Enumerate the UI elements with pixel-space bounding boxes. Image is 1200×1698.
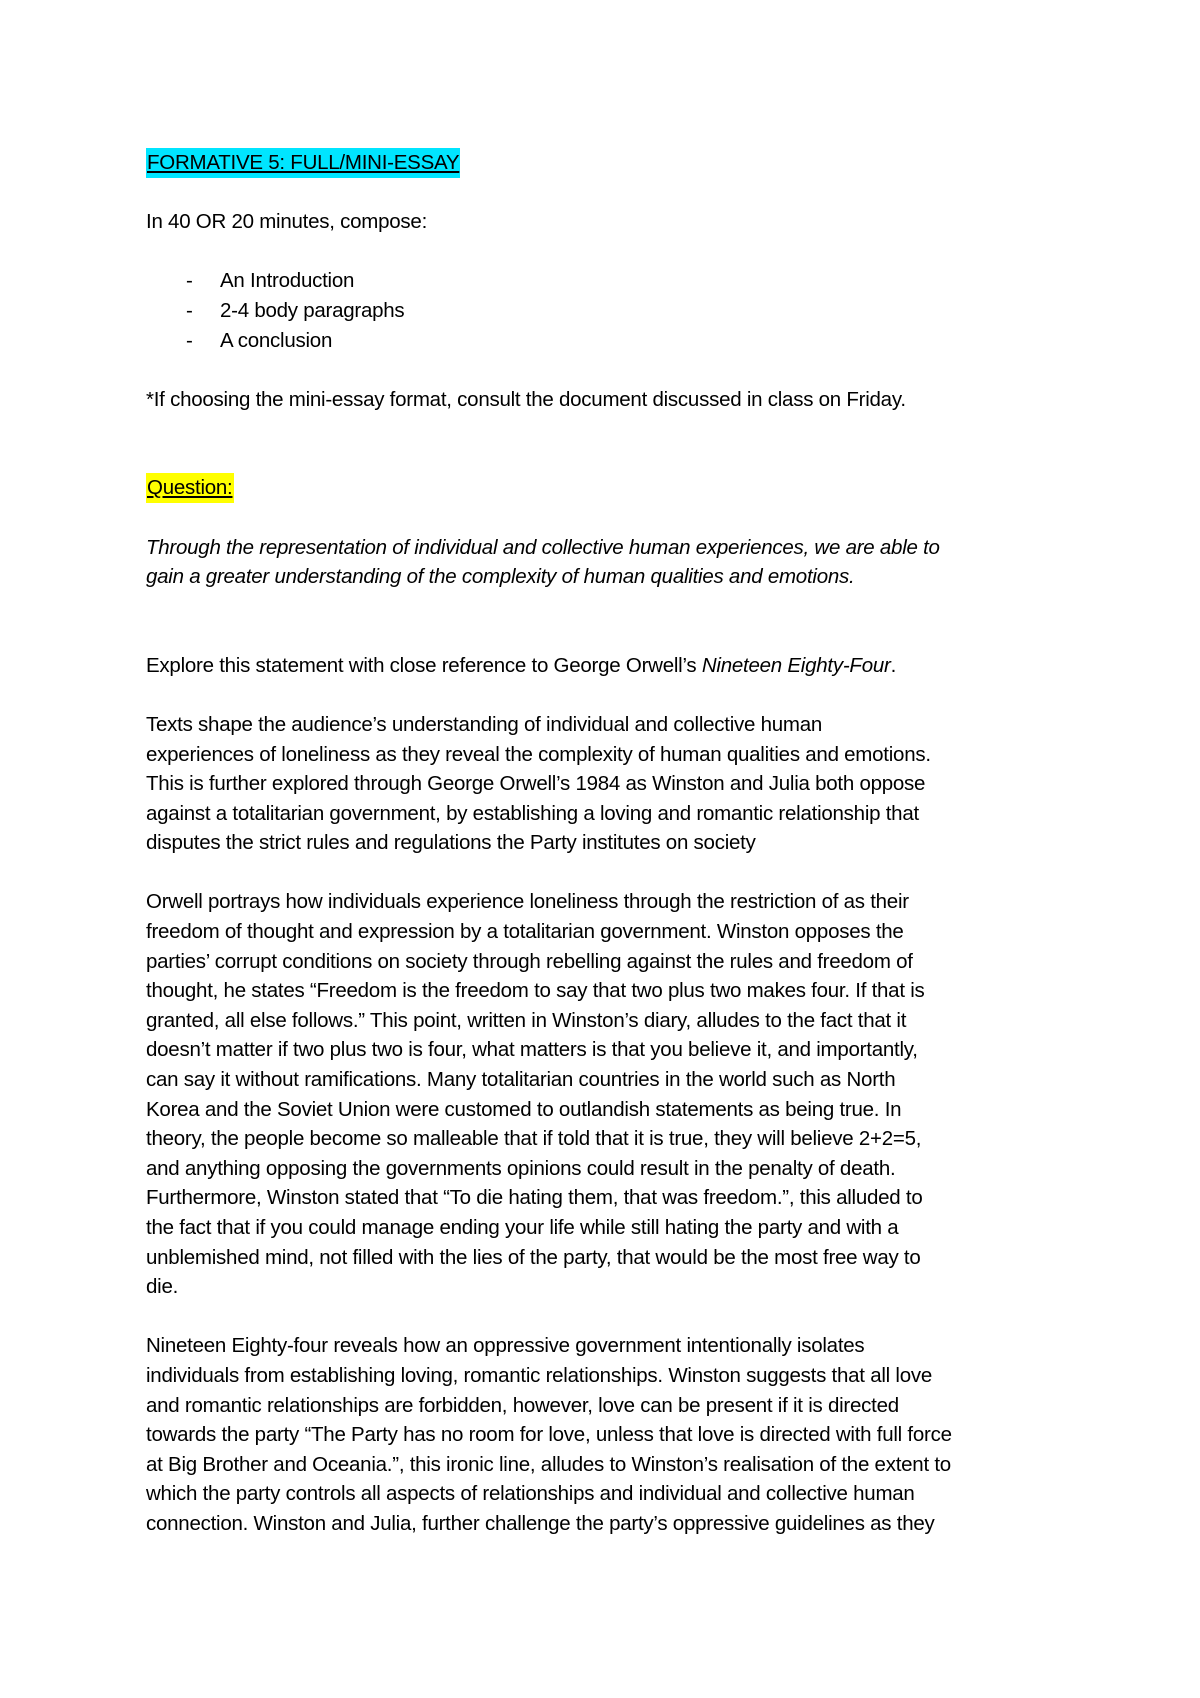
essay-paragraph-1 xyxy=(146,710,1076,858)
text-line: can say it without ramifications. Many totalitarian countries in the world such as North xyxy=(146,1068,896,1092)
spacer xyxy=(146,680,1076,710)
text-line: freedom of thought and expression by a totalitarian government. Winston opposes the xyxy=(146,920,904,944)
dash-bullet: - xyxy=(186,269,193,293)
question-statement-line: Through the representation of individual and collective human experiences, we are able to xyxy=(146,535,940,559)
title-line xyxy=(146,148,1076,178)
text-line: which the party controls all aspects of relationships and individual and collective human xyxy=(146,1482,915,1506)
spacer xyxy=(146,858,1076,888)
text-line: Furthermore, Winston stated that “To die hating them, that was freedom.”, this alluded to xyxy=(146,1186,923,1210)
book-title: Nineteen Eighty-Four xyxy=(701,653,891,677)
explore-suffix: . xyxy=(890,653,897,677)
text-line: individuals from establishing loving, romantic relationships. Winston suggests that all love xyxy=(146,1363,933,1387)
text-line: towards the party “The Party has no room for love, unless that love is directed with full force xyxy=(146,1423,952,1447)
text-line: and anything opposing the governments opinions could result in the penalty of death. xyxy=(146,1156,896,1180)
text-line: the fact that if you could manage ending your life while still hating the party and with a xyxy=(146,1216,899,1239)
essay-paragraph-2 xyxy=(146,887,1076,1301)
spacer xyxy=(146,503,1076,533)
text-line: and romantic relationships are forbidden, however, love can be present if it is directed xyxy=(146,1393,899,1417)
question-label-line xyxy=(146,473,1076,503)
text-line: thought, he states “Freedom is the freedom to say that two plus two makes four. If that is xyxy=(146,979,925,1003)
document-body xyxy=(146,148,1076,1539)
text-line: doesn’t matter if two plus two is four, what matters is that you believe it, and importantly, xyxy=(146,1038,918,1062)
text-line: disputes the strict rules and regulations the Party institutes on society xyxy=(146,831,756,855)
format-note: *If choosing the mini-essay format, consult the document discussed in class on Friday. xyxy=(146,387,906,411)
text-line: connection. Winston and Julia, further challenge the party’s oppressive guidelines as they xyxy=(146,1511,935,1535)
text-line: granted, all else follows.” This point, written in Winston’s diary, alludes to the fact that it xyxy=(146,1008,907,1032)
text-line: against a totalitarian government, by establishing a loving and romantic relationship that xyxy=(146,801,919,825)
list-item xyxy=(146,296,1076,326)
text-line: parties’ corrupt conditions on society through rebelling against the rules and freedom of xyxy=(146,949,913,973)
text-line: die. xyxy=(146,1275,179,1299)
text-line: at Big Brother and Oceania.”, this ironic line, alludes to Winston’s realisation of the extent to xyxy=(146,1452,951,1476)
text-line: unblemished mind, not filled with the lies of the party, that would be the most free way to xyxy=(146,1245,921,1269)
text-line: experiences of loneliness as they reveal the complexity of human qualities and emotions. xyxy=(146,742,931,766)
spacer xyxy=(146,414,1076,473)
dash-bullet: - xyxy=(186,298,193,322)
dash-bullet: - xyxy=(186,328,193,352)
list-item-label: 2-4 body paragraphs xyxy=(220,298,405,322)
question-label: Question: xyxy=(146,473,234,503)
question-statement-line: gain a greater understanding of the complexity of human qualities and emotions. xyxy=(146,565,855,589)
text-line: Nineteen Eighty-four reveals how an oppressive government intentionally isolates xyxy=(146,1334,865,1358)
text-line: This is further explored through George Orwell’s 1984 as Winston and Julia both oppose xyxy=(146,772,926,796)
spacer xyxy=(146,237,1076,267)
spacer xyxy=(146,592,1076,651)
spacer xyxy=(146,178,1076,208)
list-item xyxy=(146,326,1076,356)
spacer xyxy=(146,355,1076,385)
text-line: Texts shape the audience’s understanding of individual and collective human xyxy=(146,712,823,736)
text-line: theory, the people become so malleable that if told that it is true, they will believe 2+2=5, xyxy=(146,1127,922,1151)
essay-paragraph-3 xyxy=(146,1331,1076,1538)
list-item-label: A conclusion xyxy=(220,328,333,352)
document-title: FORMATIVE 5: FULL/MINI-ESSAY xyxy=(146,148,460,178)
list-item xyxy=(146,266,1076,296)
list-item-label: An Introduction xyxy=(220,269,355,293)
explore-prefix: Explore this statement with close reference to George Orwell’s xyxy=(146,653,702,677)
explore-instruction xyxy=(146,651,1076,681)
spacer xyxy=(146,1302,1076,1332)
text-line: Korea and the Soviet Union were customed to outlandish statements as being true. In xyxy=(146,1097,902,1121)
requirements-list xyxy=(146,266,1076,355)
text-line: Orwell portrays how individuals experience loneliness through the restriction of as their xyxy=(146,890,909,914)
intro-text: In 40 OR 20 minutes, compose: xyxy=(146,210,428,234)
